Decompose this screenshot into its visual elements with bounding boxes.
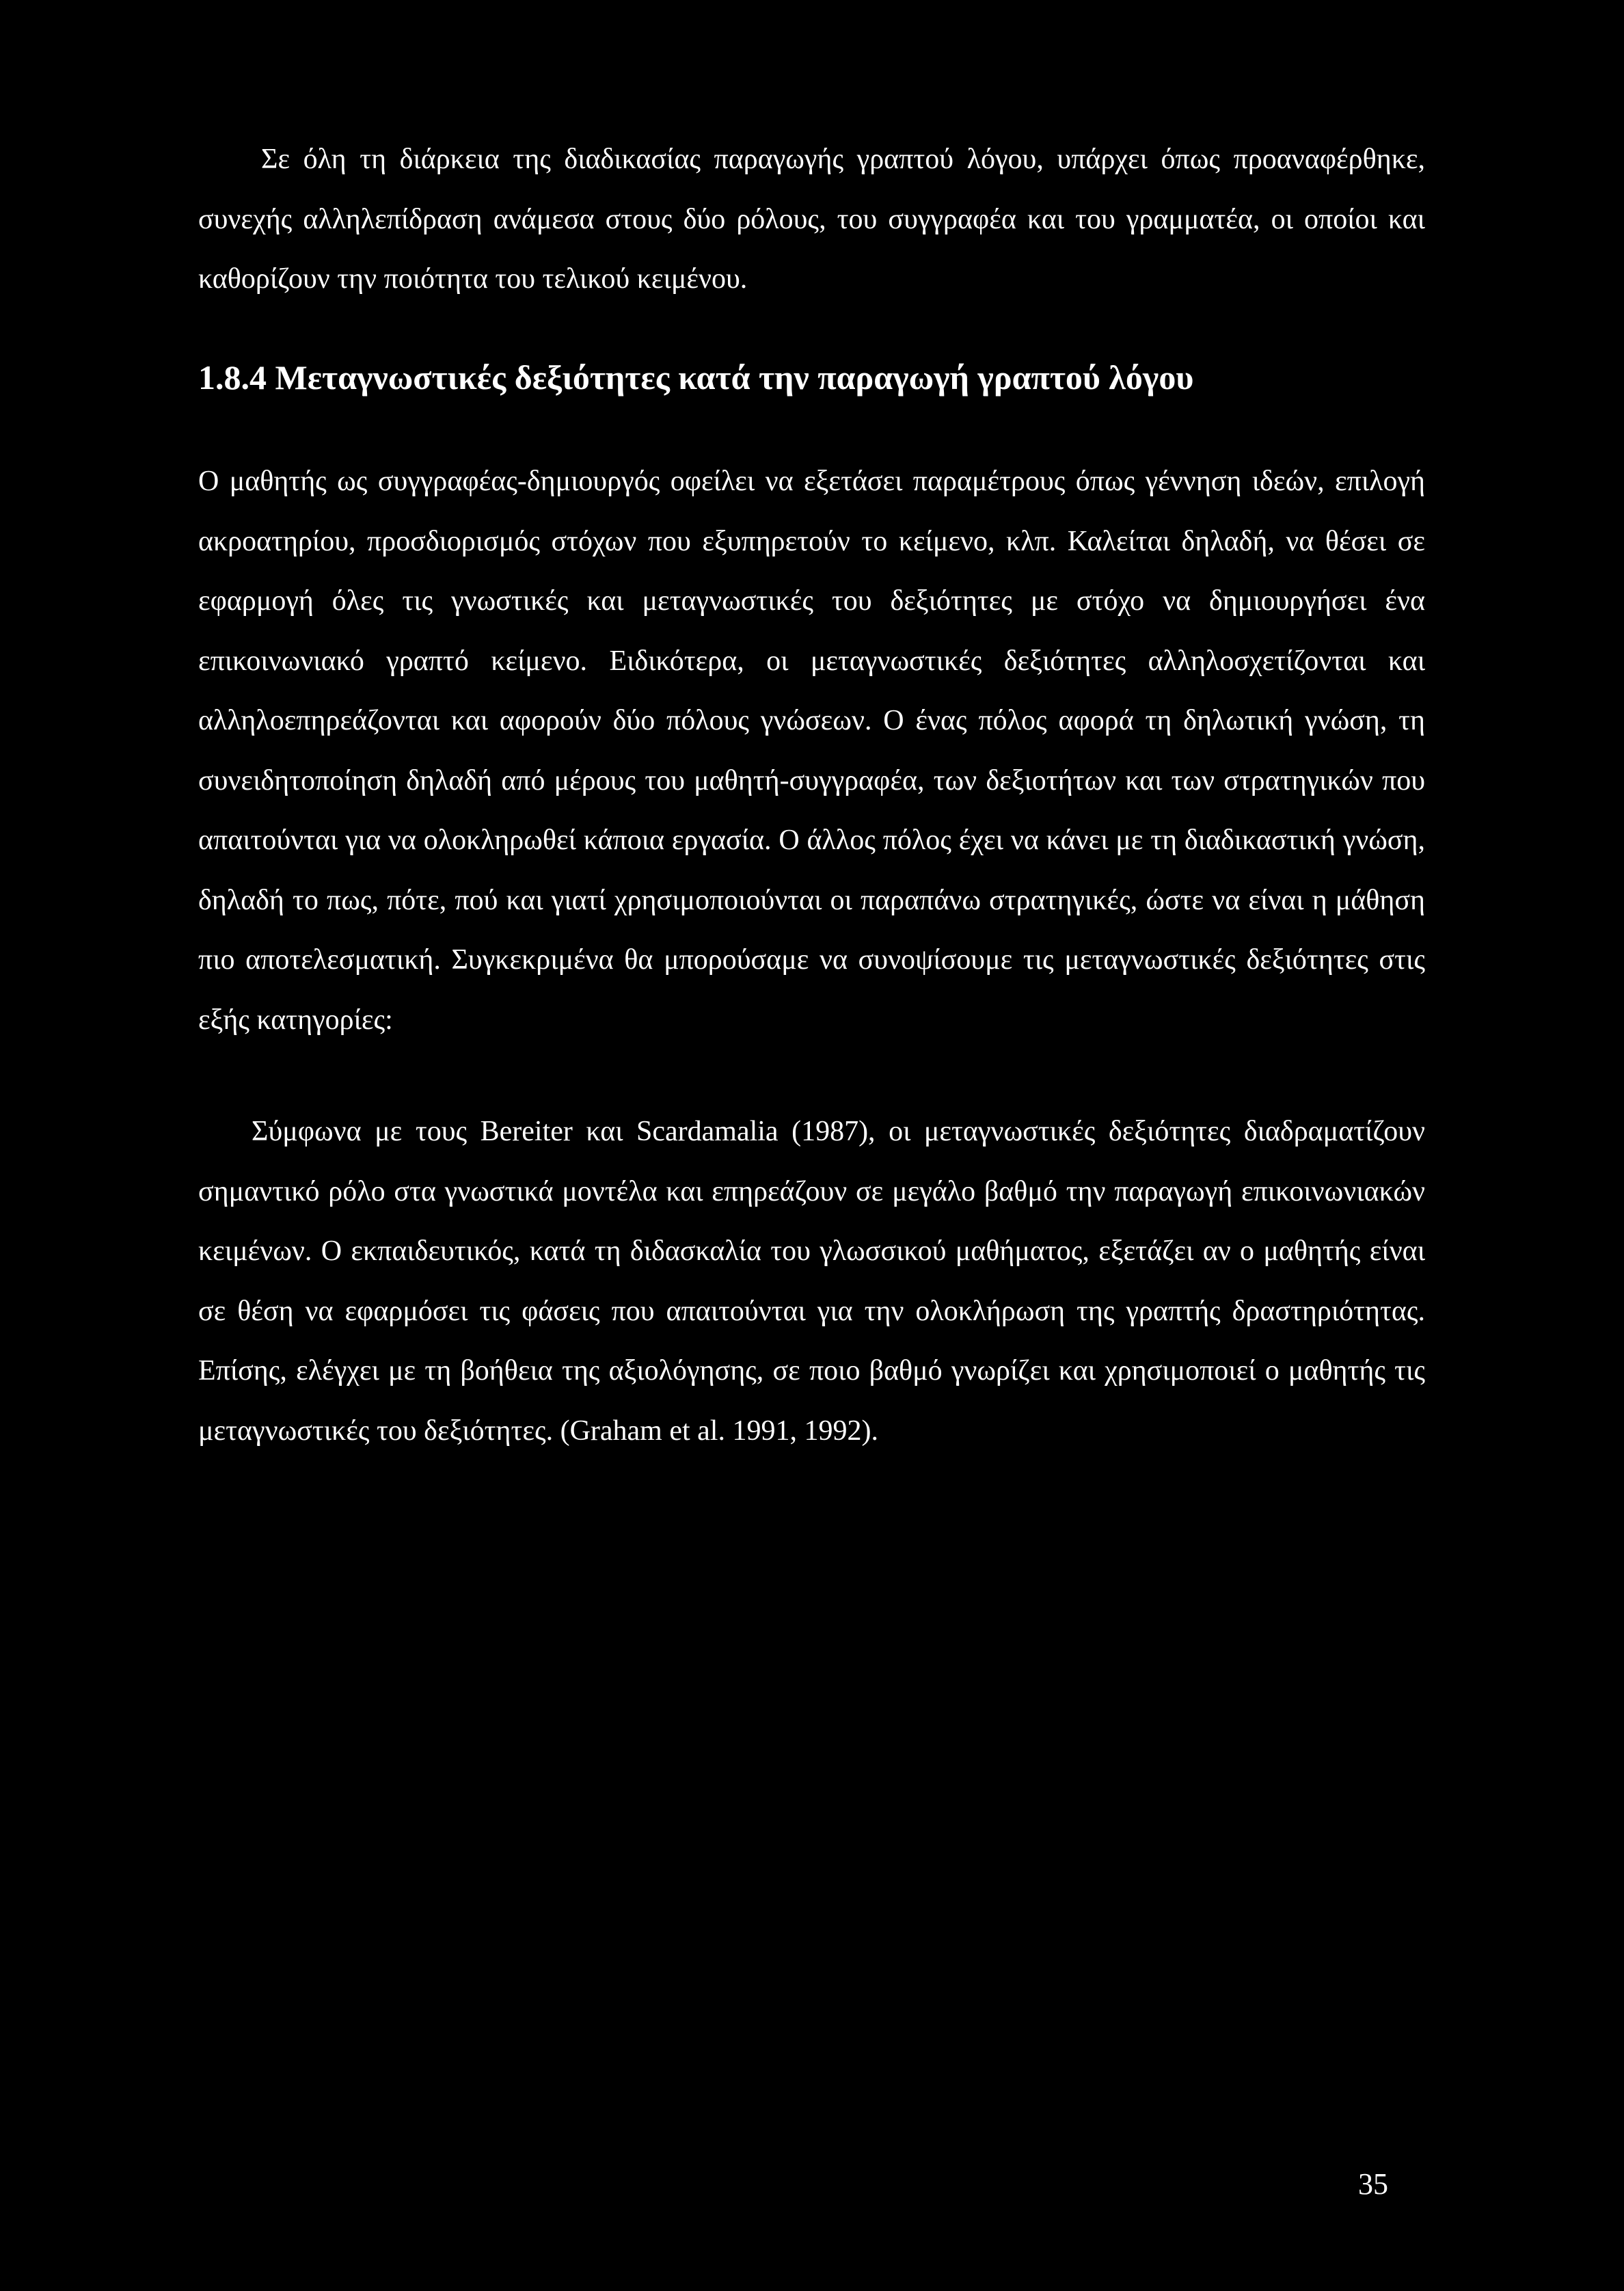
paragraph-writing-process: Σε όλη τη διάρκεια της διαδικασίας παραγωγής γραπτού λόγου, υπάρχει όπως προαναφέρθηκε, συνεχής αλληλεπίδραση ανάμεσα στους δύο ρόλους, του συγγραφέα και του γραμματέα, οι οποίοι και καθορίζουν την ποιότητα του τελικού κειμένου. [198, 144, 1425, 295]
paragraph-bereiter-scardamalia: Σύμφωνα με τους Bereiter και Scardamalia (1987), οι μεταγνωστικές δεξιότητες διαδραματίζουν σημαντικό ρόλο στα γνωστικά μοντέλα και επηρεάζουν σε μεγάλο βαθμό την παραγωγή επικοινωνιακών κειμένων. Ο εκπαιδευτικός, κατά τη διδασκαλία του γλωσσικού μαθήματος, εξετάζει αν ο μαθητής είναι σε θέση να εφαρμόσει τις φάσεις που απαιτούνται για την ολοκλήρωση της γραπτής δραστηριότητας. Επίσης, ελέγχει με τη βοήθεια της αξιολόγησης, σε ποιο βαθμό γνωρίζει και χρησιμοποιεί ο μαθητής τις μεταγνωστικές του δεξιότητες. (Graham et al. 1991, 1992). [198, 1116, 1425, 1447]
paragraph-metacognitive-skills: Ο μαθητής ως συγγραφέας-δημιουργός οφείλει να εξετάσει παραμέτρους όπως γέννηση ιδεών, επιλογή ακροατηρίου, προσδιορισμός στόχων που εξυπηρετούν το κείμενο, κλπ. Καλείται δηλαδή, να θέσει σε εφαρμογή όλες τις γνωστικές και μεταγνωστικές του δεξιότητες με στόχο να δημιουργήσει ένα επικοινωνιακό γραπτό κείμενο. Ειδικότερα, οι μεταγνωστικές δεξιότητες αλληλοσχετίζονται και αλληλοεπηρεάζονται και αφορούν δύο πόλους γνώσεων. Ο ένας πόλος αφορά τη δηλωτική γνώση, τη συνειδητοποίηση δηλαδή από μέρους του μαθητή-συγγραφέα, των δεξιοτήτων και των στρατηγικών που απαιτούνται για να ολοκληρωθεί κάποια εργασία. Ο άλλος πόλος έχει να κάνει με τη διαδικαστική γνώση, δηλαδή το πως, πότε, πού και γιατί χρησιμοποιούνται οι παραπάνω στρατηγικές, ώστε να είναι η μάθηση πιο αποτελεσματική. Συγκεκριμένα θα μπορούσαμε να συνοψίσουμε τις μεταγνωστικές δεξιότητες στις εξής κατηγορίες: [198, 466, 1425, 1036]
section-heading: 1.8.4 Μεταγνωστικές δεξιότητες κατά την παραγωγή γραπτού λόγου [198, 358, 1194, 397]
page-number: 35 [1358, 2167, 1388, 2201]
